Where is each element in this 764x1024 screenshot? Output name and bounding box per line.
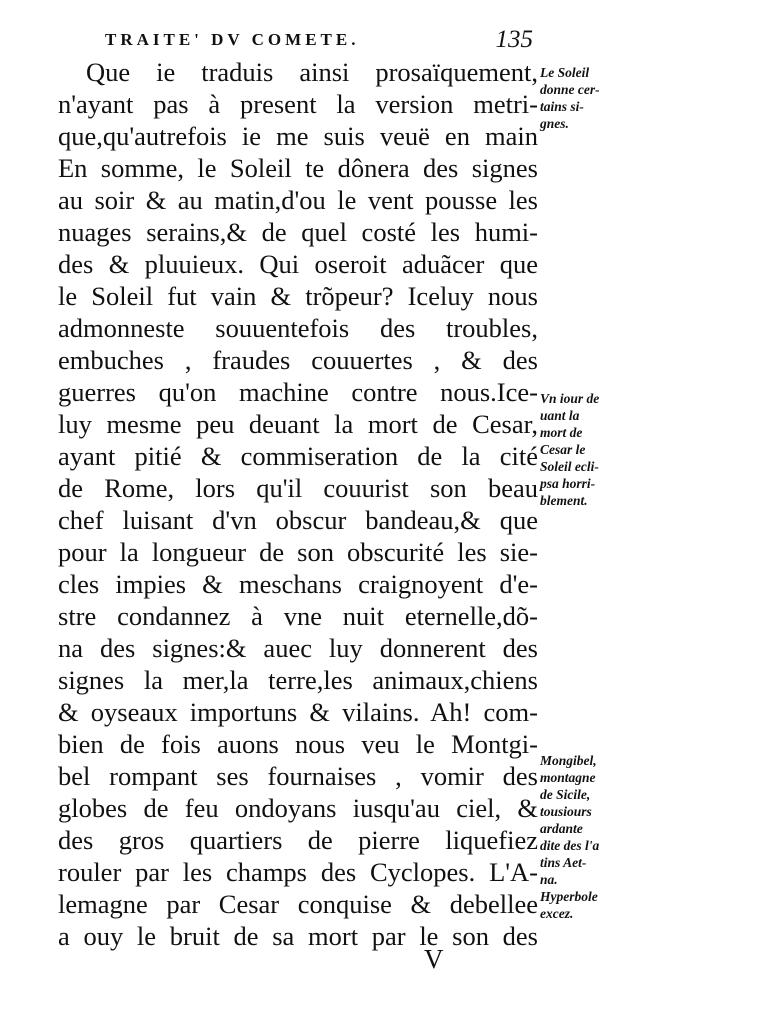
margin-note-line: Vn iour de	[540, 391, 600, 406]
margin-note-line: donne cer-	[540, 82, 600, 97]
margin-note-line: Cesar le	[540, 442, 586, 457]
text-line: des & pluuieux. Qui oseroit aduãcer que	[58, 249, 538, 279]
margin-note-line: Hyperbole	[540, 889, 598, 904]
margin-note-line: tains si-	[540, 99, 584, 114]
margin-note-mongibel	[540, 752, 632, 922]
margin-note-line: excez.	[540, 906, 574, 921]
text-line: pour la longueur de son obscurité les sie-	[58, 537, 538, 567]
text-line: na des signes:& auec luy donnerent des	[58, 633, 538, 663]
running-head	[105, 26, 535, 56]
margin-note-line: tousiours	[540, 804, 592, 819]
text-line: n'ayant pas à present la version metri-	[58, 89, 538, 119]
page-number: 135	[495, 26, 533, 53]
text-line: au soir & au matin,d'ou le vent pousse les	[58, 185, 538, 215]
margin-note-line: blement.	[540, 493, 588, 508]
text-line: de Rome, lors qu'il couurist son beau	[58, 473, 538, 503]
text-line: des gros quartiers de pierre liquefiez	[58, 825, 538, 855]
margin-note-line: mort de	[540, 425, 583, 440]
text-line: bien de fois auons nous veu le Montgi-	[58, 729, 538, 759]
body-text	[58, 56, 538, 952]
margin-note-soleil-signes	[540, 64, 632, 132]
margin-note-line: Mongibel,	[540, 753, 597, 768]
text-line: stre condannez à vne nuit eternelle,dõ-	[58, 601, 538, 631]
text-line: signes la mer,la terre,les animaux,chiens	[58, 665, 538, 695]
text-line: luy mesme peu deuant la mort de Cesar,	[58, 409, 538, 439]
margin-note-line: na.	[540, 872, 558, 887]
margin-note-line: psa horri-	[540, 476, 596, 491]
text-line: nuages serains,& de quel costé les humi-	[58, 217, 538, 247]
text-line: le Soleil fut vain & trõpeur? Iceluy nous	[58, 281, 538, 311]
text-line: que,qu'autrefois ie me suis veuë en main	[58, 121, 538, 151]
text-line: En somme, le Soleil te dônera des signes	[58, 153, 538, 183]
text-line: lemagne par Cesar conquise & debellee	[58, 889, 538, 919]
text-line: Que ie traduis ainsi prosaïquement,	[86, 57, 538, 87]
margin-note-line: montagne	[540, 770, 596, 785]
text-line: embuches , fraudes couuertes , & des	[58, 345, 538, 375]
text-line: ayant pitié & commiseration de la cité	[58, 441, 538, 471]
text-line: admonneste souuentefois des troubles,	[58, 313, 538, 343]
text-line: & oyseaux importuns & vilains. Ah! com-	[58, 697, 538, 727]
running-title: TRAITE' DV COMETE.	[105, 30, 360, 49]
text-line: rouler par les champs des Cyclopes. L'A-	[58, 857, 538, 887]
margin-note-line: ardante	[540, 821, 583, 836]
margin-note-line: dite des l'a	[540, 838, 600, 853]
margin-note-line: gnes.	[540, 116, 569, 131]
text-line: guerres qu'on machine contre nous.Ice-	[58, 377, 538, 407]
signature-mark: V	[424, 944, 444, 974]
margin-note-line: tins Aet-	[540, 855, 587, 870]
text-line: a ouy le bruit de sa mort par le son des	[58, 921, 538, 951]
text-line: globes de feu ondoyans iusqu'au ciel, &	[58, 793, 538, 823]
text-line: cles impies & meschans craignoyent d'e-	[58, 569, 538, 599]
margin-note-line: Soleil ecli-	[540, 459, 599, 474]
text-line: chef luisant d'vn obscur bandeau,& que	[58, 505, 538, 535]
margin-note-eclipse	[540, 390, 632, 509]
margin-note-line: uant la	[540, 408, 580, 423]
margin-note-line: de Sicile,	[540, 787, 591, 802]
text-line: bel rompant ses fournaises , vomir des	[58, 761, 538, 791]
margin-note-line: Le Soleil	[540, 65, 590, 80]
